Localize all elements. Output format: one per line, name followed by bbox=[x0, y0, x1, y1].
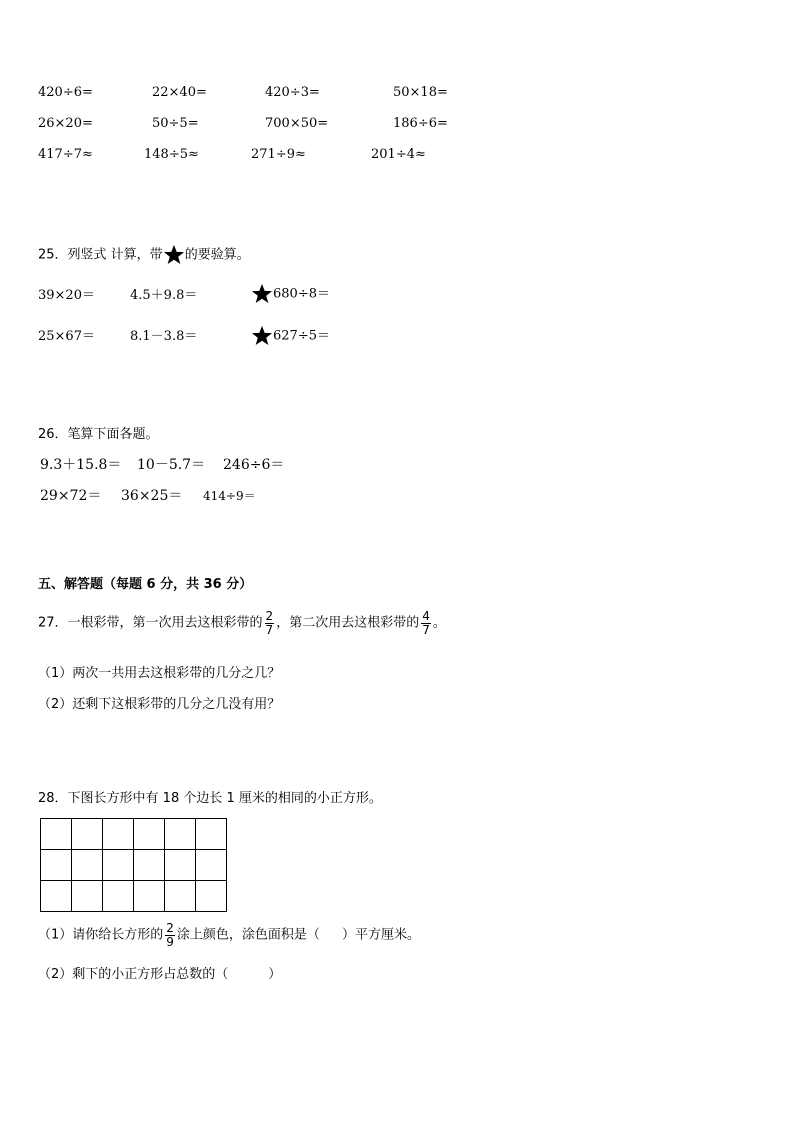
q27-text-c: 。 bbox=[432, 615, 446, 631]
fraction-denominator: 7 bbox=[422, 622, 430, 637]
q26-title: 26．笔算下面各题。 bbox=[38, 427, 159, 442]
grid-row bbox=[41, 850, 227, 881]
fraction-denominator: 7 bbox=[265, 622, 274, 637]
grid-cell bbox=[41, 819, 72, 850]
q25-starred-item bbox=[251, 283, 330, 305]
oral-item: 700×50= bbox=[265, 116, 329, 131]
q27-text-a: 27．一根彩带，第一次用去这根彩带的 bbox=[38, 615, 263, 631]
grid-cell bbox=[165, 881, 196, 912]
q26-item: 414÷9＝ bbox=[203, 489, 256, 503]
grid-cell bbox=[103, 881, 134, 912]
q25-title bbox=[38, 244, 250, 266]
fraction-denominator: 9 bbox=[166, 934, 174, 949]
q27-sub1: （1）两次一共用去这根彩带的几分之几？ bbox=[38, 666, 281, 681]
oral-item: 417÷7≈ bbox=[38, 147, 93, 162]
fraction bbox=[165, 922, 175, 948]
square-grid bbox=[40, 818, 227, 912]
q25-item: 8.1－3.8＝ bbox=[130, 329, 198, 344]
oral-item: 22×40= bbox=[152, 85, 207, 100]
grid-cell bbox=[72, 850, 103, 881]
q25-title-a: 25．列竖式 计算，带 bbox=[38, 247, 163, 263]
grid-cell bbox=[134, 819, 165, 850]
grid-cell bbox=[196, 819, 227, 850]
q28-sub2 bbox=[38, 968, 281, 981]
fraction-numerator: 4 bbox=[422, 609, 430, 623]
q27-sub2: （2）还剩下这根彩带的几分之几没有用？ bbox=[38, 697, 281, 712]
fraction bbox=[421, 610, 431, 636]
grid-cell bbox=[165, 850, 196, 881]
oral-item: 201÷4≈ bbox=[371, 147, 426, 162]
grid-cell bbox=[134, 881, 165, 912]
q28-sub1-a: （1）请你给长方形的 bbox=[38, 927, 164, 943]
fraction bbox=[265, 610, 275, 636]
q27-stem bbox=[38, 610, 446, 636]
grid-cell bbox=[72, 881, 103, 912]
q28-sub2-b: ） bbox=[268, 967, 282, 982]
grid-cell bbox=[196, 850, 227, 881]
oral-item: 420÷6= bbox=[38, 85, 93, 100]
oral-item: 26×20= bbox=[38, 116, 93, 131]
q25-item: 25×67＝ bbox=[38, 329, 95, 344]
q25-item: 627÷5＝ bbox=[273, 328, 330, 344]
black-star-icon bbox=[251, 325, 273, 347]
q28-sub1-b: 涂上颜色，涂色面积是（ bbox=[176, 927, 320, 943]
oral-item: 420÷3= bbox=[265, 85, 320, 100]
q26-item: 9.3＋15.8＝ bbox=[40, 457, 122, 473]
q26-item: 10－5.7＝ bbox=[137, 457, 206, 473]
section-heading: 五、解答题（每题 6 分，共 36 分） bbox=[38, 577, 253, 592]
grid-row bbox=[41, 819, 227, 850]
q25-starred-item bbox=[251, 325, 330, 347]
oral-item: 148÷5≈ bbox=[144, 147, 199, 162]
grid-cell bbox=[41, 881, 72, 912]
grid-cell bbox=[134, 850, 165, 881]
q27-text-b: ，第二次用去这根彩带的 bbox=[276, 615, 420, 631]
grid-cell bbox=[196, 881, 227, 912]
q28-sub1 bbox=[38, 922, 420, 948]
fraction-numerator: 2 bbox=[166, 921, 174, 935]
grid-cell bbox=[103, 819, 134, 850]
q28-title: 28．下图长方形中有 18 个边长 1 厘米的相同的小正方形。 bbox=[38, 791, 382, 806]
grid-cell bbox=[165, 819, 196, 850]
q26-item: 29×72＝ bbox=[40, 488, 102, 504]
q28-sub1-c: ）平方厘米。 bbox=[341, 927, 420, 943]
grid-cell bbox=[72, 819, 103, 850]
q25-item: 39×20＝ bbox=[38, 288, 95, 303]
oral-item: 271÷9≈ bbox=[251, 147, 306, 162]
q26-item: 246÷6＝ bbox=[223, 457, 285, 473]
q25-item: 680÷8＝ bbox=[273, 286, 330, 302]
q28-sub2-a: （2）剩下的小正方形占总数的（ bbox=[38, 967, 229, 982]
oral-item: 50×18= bbox=[393, 85, 448, 100]
fraction-numerator: 2 bbox=[265, 609, 274, 623]
grid-row bbox=[41, 881, 227, 912]
oral-item: 50÷5= bbox=[152, 116, 199, 131]
q25-title-b: 的要验算。 bbox=[184, 247, 250, 263]
oral-item: 186÷6= bbox=[393, 116, 448, 131]
q26-item: 36×25＝ bbox=[121, 488, 183, 504]
grid-cell bbox=[103, 850, 134, 881]
black-star-icon bbox=[251, 283, 273, 305]
black-star-icon bbox=[163, 244, 185, 266]
grid-cell bbox=[41, 850, 72, 881]
q25-item: 4.5＋9.8＝ bbox=[130, 288, 198, 303]
